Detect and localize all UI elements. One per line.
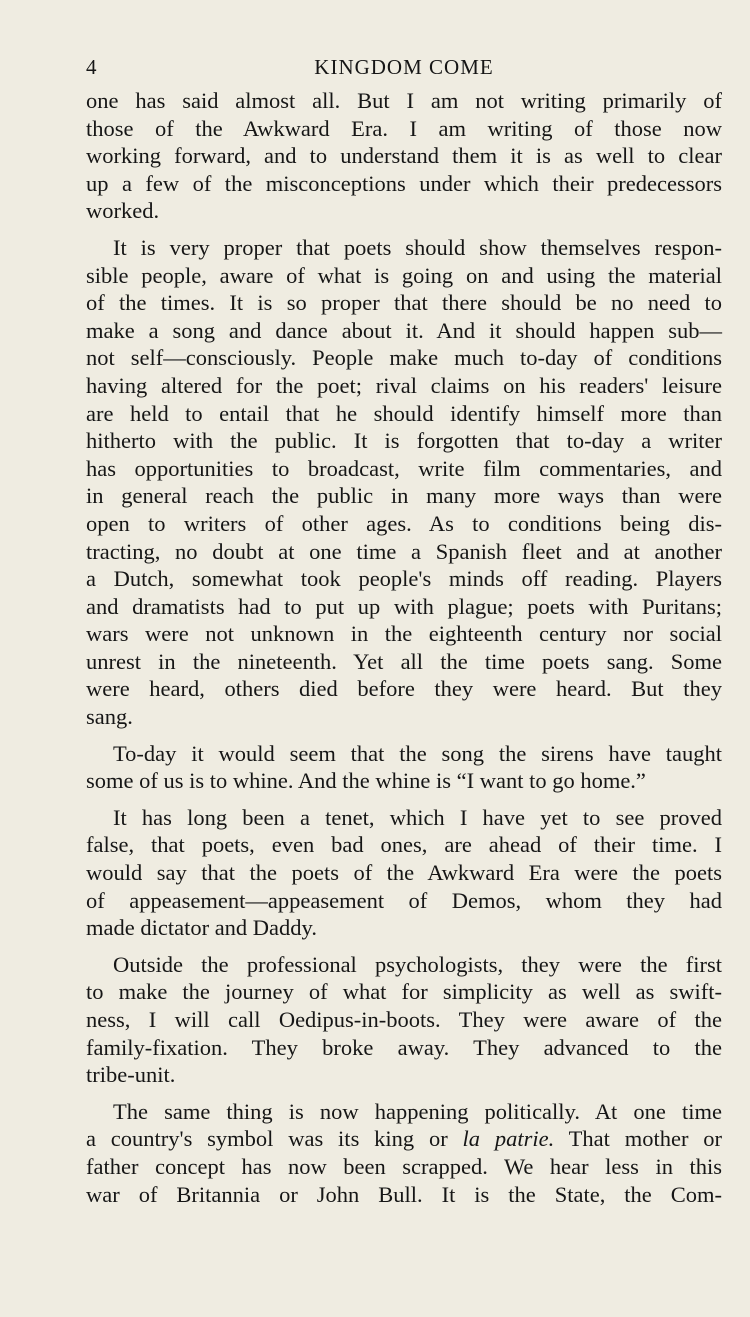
text-line-with-italic xyxy=(86,1125,722,1153)
text-line: To-day it would seem that the song the sirens have taught xyxy=(113,740,722,766)
text-line: father concept has now been scrapped. We hear less in this xyxy=(86,1153,722,1179)
running-title: KINGDOM COME xyxy=(314,55,494,79)
text-line: The same thing is now happening politically. At one time xyxy=(113,1098,722,1124)
text-line: open to writers of other ages. As to conditions being dis- xyxy=(86,510,722,536)
text-line: tracting, no doubt at one time a Spanish fleet and at another xyxy=(86,538,722,564)
text-line: worked. xyxy=(86,198,160,224)
paragraph-6 xyxy=(86,1098,722,1208)
text-line: war of Britannia or John Bull. It is the State, the Com- xyxy=(86,1181,722,1207)
text-line: a Dutch, somewhat took people's minds off reading. Players xyxy=(86,566,722,592)
text-line: ness, I will call Oedipus-in-boots. They were aware of the xyxy=(86,1007,722,1032)
text-line: were heard, others died before they were heard. But they xyxy=(86,676,722,702)
paragraph-1 xyxy=(86,87,722,225)
body-text xyxy=(86,87,722,1217)
text-line: are held to entail that he should identify himself more than xyxy=(86,400,722,426)
text-line: one has said almost all. But I am not writing primarily of xyxy=(86,88,722,113)
text-line: would say that the poets of the Awkward Era were the poets xyxy=(86,860,722,886)
text-line: hitherto with the public. It is forgotten that to-day a writer xyxy=(86,428,722,454)
text-line: It is very proper that poets should show themselves respon- xyxy=(113,234,722,260)
text-line: has opportunities to broadcast, write film commentaries, and xyxy=(86,455,722,481)
text-line: of appeasement—appeasement of Demos, whom they had xyxy=(86,887,722,913)
text-run: a country's symbol was its king or xyxy=(86,1126,463,1152)
text-line: tribe-unit. xyxy=(86,1062,176,1088)
text-line: sang. xyxy=(86,704,133,730)
paragraph-4 xyxy=(86,804,722,942)
text-line: in general reach the public in many more ways than were xyxy=(86,483,722,509)
paragraph-5 xyxy=(86,951,722,1089)
text-line: sible people, aware of what is going on and using the material xyxy=(86,262,722,288)
text-line: unrest in the nineteenth. Yet all the time poets sang. Some xyxy=(86,648,722,674)
text-line: false, that poets, even bad ones, are ahead of their time. I xyxy=(86,832,722,858)
text-line: family-fixation. They broke away. They advanced to the xyxy=(86,1034,722,1060)
page-number: 4 xyxy=(86,55,98,79)
text-line: having altered for the poet; rival claims on his readers' leisure xyxy=(86,372,722,398)
paragraph-3 xyxy=(86,740,722,795)
text-line: some of us is to whine. And the whine is “I want to go home.” xyxy=(86,768,646,794)
text-line: of the times. It is so proper that there should be no need to xyxy=(86,290,722,316)
paragraph-2 xyxy=(86,234,722,731)
text-line: not self—consciously. People make much to-day of conditions xyxy=(86,345,722,371)
text-line: wars were not unknown in the eighteenth century nor social xyxy=(86,621,722,647)
text-line: those of the Awkward Era. I am writing of those now xyxy=(86,115,722,141)
text-line: make a song and dance about it. And it should happen sub— xyxy=(86,317,722,343)
italic-phrase: la patrie. xyxy=(462,1126,555,1152)
text-run: That mother or xyxy=(554,1126,722,1152)
text-line: Outside the professional psychologists, they were the first xyxy=(113,951,722,977)
text-line: to make the journey of what for simplicity as well as swift- xyxy=(86,979,722,1005)
text-line: It has long been a tenet, which I have yet to see proved xyxy=(113,804,722,830)
running-head xyxy=(86,55,722,85)
text-line: working forward, and to understand them it is as well to clear xyxy=(86,143,722,169)
text-line: and dramatists had to put up with plague; poets with Puritans; xyxy=(86,593,722,619)
text-line: up a few of the misconceptions under which their predecessors xyxy=(86,170,722,196)
text-line: made dictator and Daddy. xyxy=(86,915,317,941)
